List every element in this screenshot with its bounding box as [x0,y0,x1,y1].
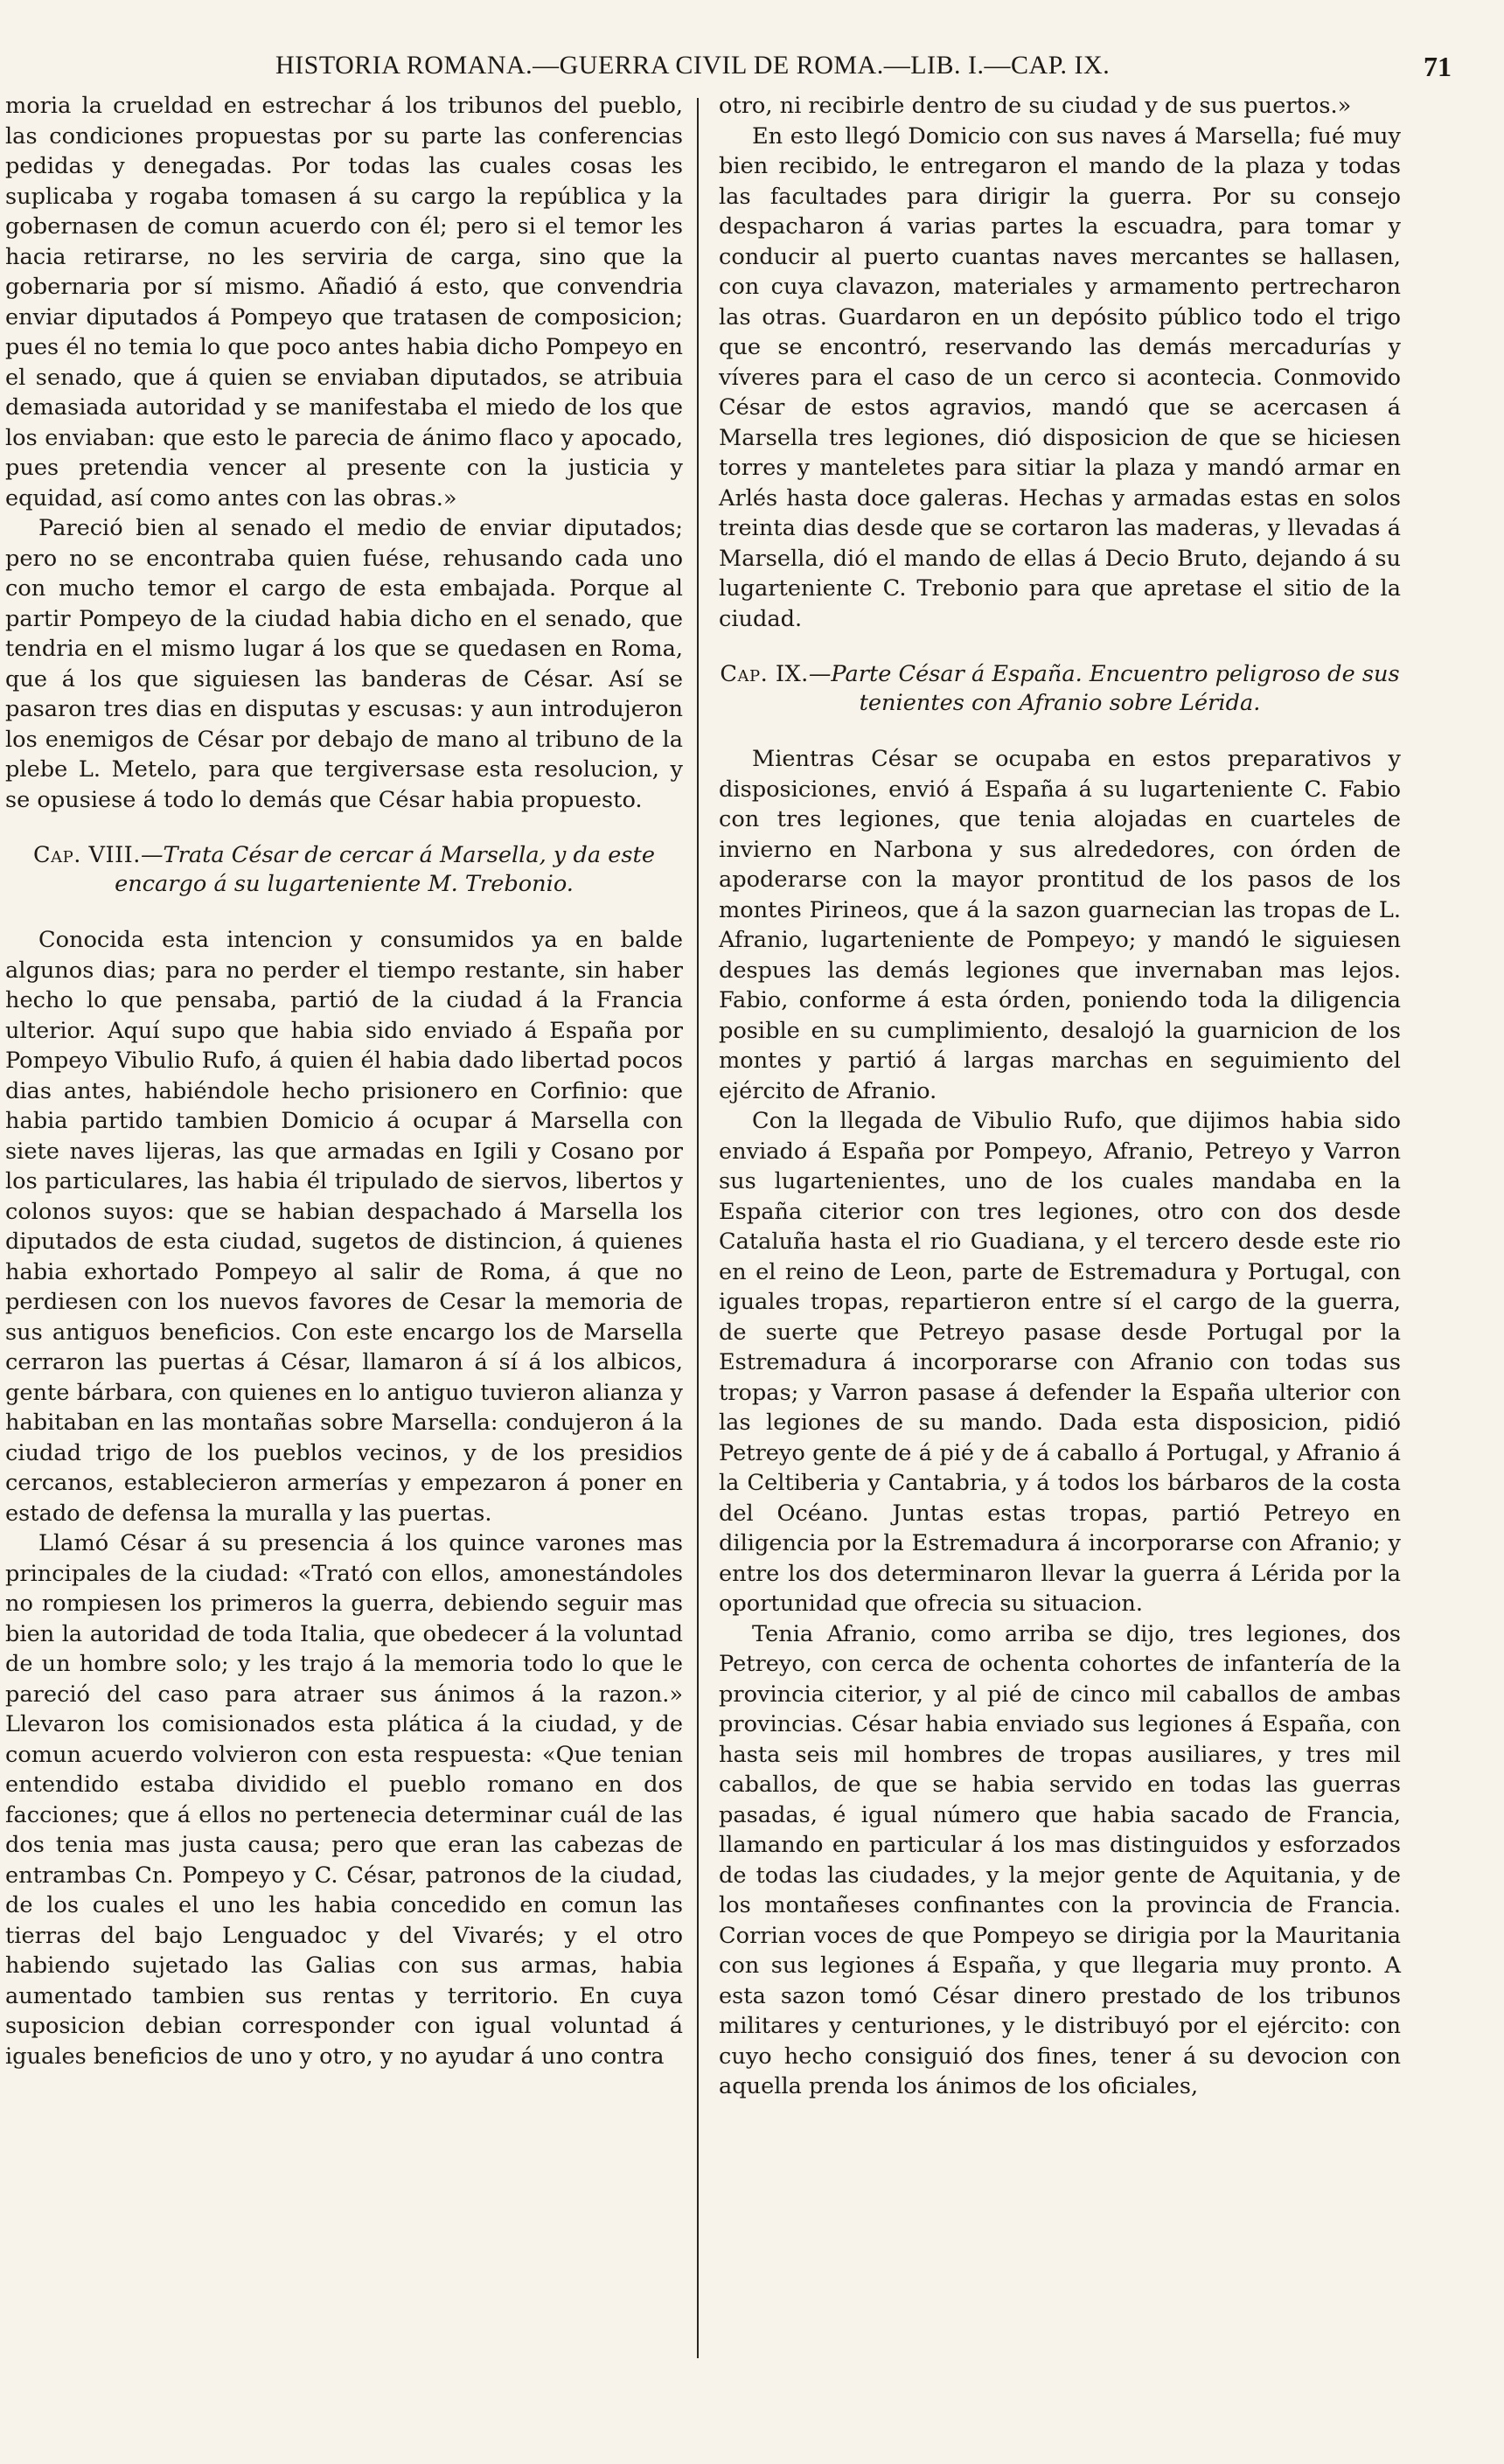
paragraph: Pareció bien al senado el medio de enviar diputados; pero no se encontraba quien fuése, rehusando cada uno con mucho temor el cargo de esta embajada. Porque al partir Pompeyo de la ciudad habia dicho en el senado, que tendria en el mismo lugar á los que se quedasen en Roma, que á los que siguiesen las banderas de César. Así se pasaron tres dias en disputas y escusas: y aun introdujeron los enemigos de César por debajo de mano al tribuno de la plebe L. Metelo, para que tergiversase esta resolucion, y se opusiese á todo lo demás que César habia propuesto. [5,515,683,813]
chapter-label: Cap. IX. [720,661,809,687]
chapter-heading [5,841,683,899]
chapter-title: —Parte César á España. Encuentro peligroso de sus tenientes con Afranio sobre Lérida. [808,661,1400,716]
column-divider [697,98,699,2358]
chapter-title: —Trata César de cercar á Marsella, y da este encargo á su lugarteniente M. Trebonio. [115,842,655,897]
paragraph: moria la crueldad en estrechar á los tribunos del pueblo, las condiciones propuestas por su parte las conferencias pedidas y denegadas. Por todas las cuales cosas les suplicaba y rogaba tomasen á su cargo la república y la gobernasen de comun acuerdo con él; pero si el temor les hacia retirarse, no les serviria de carga, sino que la gobernaria por sí mismo. Añadió á esto, que convendria enviar diputados á Pompeyo que tratasen de composicion; pues él no temia lo que poco antes habia dicho Pompeyo en el senado, que á quien se enviaban diputados, se atribuia demasiada autoridad y se manifestaba el miedo de los que los enviaban: que esto le parecia de ánimo flaco y apocado, pues pretendia vencer al presente con la justicia y equidad, así como antes con las obras.» [5,93,683,512]
paragraph: Tenia Afranio, como arriba se dijo, tres legiones, dos Petreyo, con cerca de ochenta cohortes de infantería de la provincia citerior, y al pié de cinco mil caballos de ambas provincias. César habia enviado sus legiones á España, con hasta seis mil hombres de tropas ausiliares, y tres mil caballos, de que se habia servido en todas las guerras pasadas, é igual número que habia sacado de Francia, llamando en particular á los mas distinguidos y esforzados de todas las ciudades, y la mejor gente de Aquitania, y de los montañeses confinantes con la provincia de Francia. Corrian voces de que Pompeyo se dirigia por la Mauritania con sus legiones á España, y que llegaria muy pronto. A esta sazon tomó César dinero prestado de los tribunos militares y centuriones, y le distribuyó por el ejército: con cuyo hecho consiguió dos fines, tener á su devocion con aquella prenda los ánimos de los oficiales, [719,1620,1401,2099]
paragraph: Con la llegada de Vibulio Rufo, que dijimos habia sido enviado á España por Pompeyo, Afranio, Petreyo y Varron sus lugartenientes, uno de los cuales mandaba en la España citerior con tres legiones, otro con dos desde Cataluña hasta el rio Guadiana, y el tercero desde este rio en el reino de Leon, parte de Estremadura y Portugal, con iguales tropas, repartieron entre sí el cargo de la guerra, de suerte que Petreyo pasase desde Portugal por la Estremadura á incorporarse con Afranio con todas sus tropas; y Varron pasase á defender la España ulterior con las legiones de su mando. Dada esta disposicion, pidió Petreyo gente de á pié y de á caballo á Portugal, y Afranio á la Celtiberia y Cantabria, y á todos los bárbaros de la costa del Océano. Juntas estas tropas, partió Petreyo en diligencia por la Estremadura á incorporarse con Afranio; y entre los dos determinaron llevar la guerra á Lérida por la oportunidad que ofrecia su situacion. [719,1108,1401,1617]
page-number: 71 [1424,51,1452,82]
running-title: HISTORIA ROMANA.—GUERRA CIVIL DE ROMA.—LIB. I.—CAP. IX. [275,51,1111,80]
paragraph: Mientras César se ocupaba en estos preparativos y disposiciones, envió á España á su lugarteniente C. Fabio con tres legiones, que tenia alojadas en cuarteles de invierno en Narbona y sus alrededores, con órden de apoderarse con la mayor prontitud de los pasos de los montes Pirineos, que á la sazon guarnecian las tropas de L. Afranio, lugarteniente de Pompeyo; y mandó le siguiesen despues las demás legiones que invernaban mas lejos. Fabio, conforme á esta órden, poniendo toda la diligencia posible en su cumplimiento, desalojó la guarnicion de los montes y partió á largas marchas en seguimiento del ejército de Afranio. [719,746,1401,1104]
paragraph: Conocida esta intencion y consumidos ya en balde algunos dias; para no perder el tiempo restante, sin haber hecho lo que pensaba, partió de la ciudad á la Francia ulterior. Aquí supo que habia sido enviado á España por Pompeyo Vibulio Rufo, á quien él habia dado libertad pocos dias antes, habiéndole hecho prisionero en Corfinio: que habia partido tambien Domicio á ocupar á Marsella con siete naves lijeras, las que armadas en Igili y Cosano por los particulares, las habia él tripulado de siervos, libertos y colonos suyos: que se habian despachado á Marsella los diputados de esta ciudad, sugetos de distincion, á quienes habia exhortado Pompeyo al salir de Roma, á que no perdiesen con los nuevos favores de Cesar la memoria de sus antiguos beneficios. Con este encargo los de Marsella cerraron las puertas á César, llamaron á sí á los albicos, gente bárbara, con quienes en lo antiguo tuvieron alianza y habitaban en las montañas sobre Marsella: condujeron á la ciudad trigo de los pueblos vecinos, y de los presidios cercanos, establecieron armerías y empezaron á poner en estado de defensa la muralla y las puertas. [5,927,683,1527]
chapter-heading [719,660,1401,718]
left-column [5,91,683,2071]
paragraph: otro, ni recibirle dentro de su ciudad y de sus puertos.» [719,93,1352,119]
paragraph: En esto llegó Domicio con sus naves á Marsella; fué muy bien recibido, le entregaron el mando de la plaza y todas las facultades para dirigir la guerra. Por su consejo despacharon á varias partes la escuadra, para tomar y conducir al puerto cuantas naves mercantes se hallasen, con cuya clavazon, materiales y armamento pertrecharon las otras. Guardaron en un depósito público todo el trigo que se encontró, reservando las demás mercadurías y víveres para el caso de un cerco si acontecia. Conmovido César de estos agravios, mandó que se acercasen á Marsella tres legiones, dió disposicion de que se hiciesen torres y manteletes para sitiar la plaza y mandó armar en Arlés hasta doce galeras. Hechas y armadas estas en solos treinta dias desde que se cortaron las maderas, y llevadas á Marsella, dió el mando de ellas á Decio Bruto, dejando á su lugarteniente C. Trebonio para que apretase el sitio de la ciudad. [719,122,1401,632]
chapter-label: Cap. VIII. [33,842,141,868]
paragraph: Llamó César á su presencia á los quince varones mas principales de la ciudad: «Trató con ellos, amonestándoles no rompiesen los primeros la guerra, debiendo seguir mas bien la autoridad de toda Italia, que obedecer á la voluntad de un hombre solo; y les trajo á la memoria todo lo que le pareció del caso para atraer sus ánimos á la razon.» Llevaron los comisionados esta plática á la ciudad, y de comun acuerdo volvieron con esta respuesta: «Que tenian entendido estaba dividido el pueblo romano en dos facciones; que á ellos no pertenecia determinar cuál de las dos tenia mas justa causa; pero que eran las cabezas de entrambas Cn. Pompeyo y C. César, patronos de la ciudad, de los cuales el uno les habia concedido en comun las tierras del bajo Lenguadoc y del Vivarés; y el otro habiendo sujetado las Galias con sus armas, habia aumentado tambien sus rentas y territorio. En cuya suposicion debian corresponder con igual voluntad á iguales beneficios de uno y otro, y no ayudar á uno contra [5,1530,683,2070]
running-head [0,51,1504,86]
right-column [719,91,1401,2102]
